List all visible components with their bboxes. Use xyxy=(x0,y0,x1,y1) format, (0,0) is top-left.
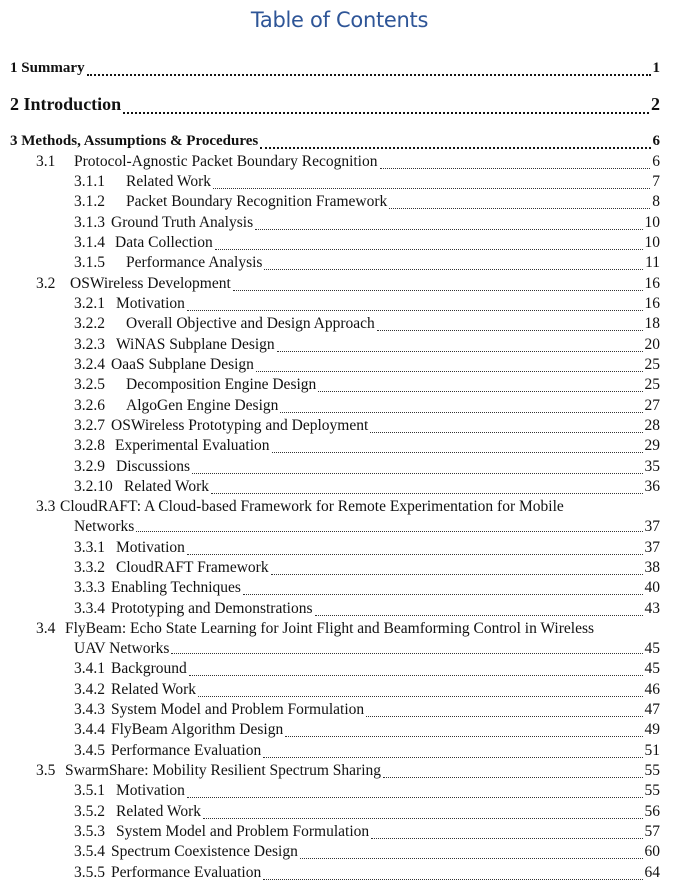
entry-number: 3.5 xyxy=(36,762,56,779)
entry-page: 29 xyxy=(644,437,660,454)
dot-leader xyxy=(203,818,643,819)
entry-label: Prototyping and Demonstrations xyxy=(111,600,313,617)
entry-page: 55 xyxy=(644,762,660,779)
entry-label: Overall Objective and Design Approach xyxy=(126,315,375,332)
dot-leader xyxy=(213,188,650,189)
dot-leader xyxy=(263,879,642,880)
entry-label: Related Work xyxy=(116,803,201,820)
entry-number: 3.2.5 xyxy=(74,376,105,393)
dot-leader xyxy=(243,594,643,595)
dot-leader xyxy=(123,112,649,114)
entry-number: 3.3.1 xyxy=(74,539,105,556)
dot-leader xyxy=(366,716,642,717)
entry-number: 3.1.5 xyxy=(74,254,105,271)
dot-leader xyxy=(371,838,642,839)
entry-number: 3.1.2 xyxy=(74,193,105,210)
entry-label: Spectrum Coexistence Design xyxy=(111,843,298,860)
entry-label: Related Work xyxy=(126,173,211,190)
dot-leader xyxy=(198,696,643,697)
entry-page: 2 xyxy=(651,94,660,114)
entry-label: Related Work xyxy=(111,681,196,698)
entry-page: 46 xyxy=(644,681,660,698)
dot-leader xyxy=(233,290,643,291)
entry-number: 2 xyxy=(10,94,19,114)
entry-number: 3.3.3 xyxy=(74,579,105,596)
entry-label: Summary xyxy=(21,60,85,76)
entry-label: Enabling Techniques xyxy=(111,579,241,596)
entry-number: 3.4.3 xyxy=(74,701,105,718)
entry-label: Data Collection xyxy=(115,234,213,251)
toc-entry-3-2[interactable] xyxy=(36,275,660,295)
entry-number: 3.5.5 xyxy=(74,864,105,881)
toc-entry-3-2-4[interactable] xyxy=(74,356,660,376)
entry-page: 56 xyxy=(644,803,660,820)
entry-page: 49 xyxy=(644,721,660,738)
toc-entry-3-4[interactable] xyxy=(36,620,660,660)
dot-leader xyxy=(280,412,642,413)
entry-page: 57 xyxy=(644,823,660,840)
toc-entry-3-2-10[interactable] xyxy=(74,478,660,498)
entry-label: OaaS Subplane Design xyxy=(111,356,254,373)
entry-number: 3.2.2 xyxy=(74,315,105,332)
toc-entry-3-3-2[interactable] xyxy=(74,559,660,579)
entry-number: 3.4.4 xyxy=(74,721,105,738)
toc-entry-3-4-1[interactable] xyxy=(74,660,660,680)
entry-label: Performance Evaluation xyxy=(111,864,262,881)
entry-number: 3.2.10 xyxy=(74,478,113,495)
entry-label: Protocol-Agnostic Packet Boundary Recognition xyxy=(74,153,378,170)
entry-number: 3.1 xyxy=(36,153,56,170)
entry-number: 3.4 xyxy=(36,620,56,637)
toc-entry-3-1-1[interactable] xyxy=(74,173,660,193)
entry-label: Experimental Evaluation xyxy=(115,437,270,454)
entry-number: 1 xyxy=(10,60,18,76)
entry-number: 3.1.4 xyxy=(74,234,105,251)
entry-label: Discussions xyxy=(116,458,191,475)
entry-page: 40 xyxy=(644,579,660,596)
entry-page: 37 xyxy=(644,539,660,556)
entry-page: 45 xyxy=(644,640,660,657)
dot-leader xyxy=(263,757,642,758)
entry-number: 3.2.3 xyxy=(74,336,105,353)
toc-entry-3-5-5[interactable] xyxy=(74,864,660,884)
entry-label: OSWireless Development xyxy=(70,275,231,292)
entry-number: 3.4.5 xyxy=(74,742,105,759)
entry-page: 25 xyxy=(644,356,660,373)
entry-page: 20 xyxy=(644,336,660,353)
entry-label: Background xyxy=(111,660,187,677)
toc-entry-3-4-2[interactable] xyxy=(74,681,660,701)
entry-page: 7 xyxy=(652,173,660,190)
entry-page: 55 xyxy=(644,782,660,799)
dot-leader xyxy=(136,531,642,532)
dot-leader xyxy=(192,473,642,474)
entry-number: 3.3.2 xyxy=(74,559,105,576)
entry-page: 60 xyxy=(644,843,660,860)
dot-leader xyxy=(318,391,642,392)
entry-page: 43 xyxy=(644,600,660,617)
entry-label: Ground Truth Analysis xyxy=(111,214,254,231)
entry-page: 35 xyxy=(644,458,660,475)
entry-page: 28 xyxy=(644,417,660,434)
entry-number: 3.5.2 xyxy=(74,803,105,820)
entry-number: 3.2.9 xyxy=(74,458,105,475)
entry-label: Motivation xyxy=(116,539,185,556)
entry-page: 16 xyxy=(644,275,660,292)
entry-page: 1 xyxy=(652,60,660,76)
entry-label: Packet Boundary Recognition Framework xyxy=(126,193,388,210)
toc-entry-3-5-4[interactable] xyxy=(74,843,660,863)
dot-leader xyxy=(285,736,642,737)
entry-page: 27 xyxy=(644,397,660,414)
entry-label: Methods, Assumptions & Procedures xyxy=(21,133,259,149)
entry-label: CloudRAFT Framework xyxy=(116,559,269,576)
entry-page: 10 xyxy=(644,214,660,231)
entry-number: 3 xyxy=(10,133,18,149)
entry-page: 6 xyxy=(652,153,660,170)
toc-entry-3-4-3[interactable] xyxy=(74,701,660,721)
dot-leader xyxy=(171,653,642,654)
entry-label-continued: Networks xyxy=(74,518,135,535)
entry-page: 47 xyxy=(644,701,660,718)
toc-entry-introduction[interactable] xyxy=(10,94,660,118)
entry-page: 25 xyxy=(644,376,660,393)
entry-page: 11 xyxy=(645,254,660,271)
entry-number: 3.2.1 xyxy=(74,295,105,312)
toc-entry-3-1-4[interactable] xyxy=(74,234,660,254)
entry-label: Related Work xyxy=(124,478,209,495)
toc-entry-3-4-4[interactable] xyxy=(74,721,660,741)
entry-label: Motivation xyxy=(116,782,185,799)
entry-number: 3.4.1 xyxy=(74,660,105,677)
dot-leader xyxy=(264,269,643,270)
dot-leader xyxy=(215,249,643,250)
dot-leader xyxy=(271,574,643,575)
entry-page: 37 xyxy=(644,518,660,535)
entry-label: CloudRAFT: A Cloud-based Framework for Remote Experimentation for Mobile xyxy=(60,498,564,515)
dot-leader xyxy=(255,229,642,230)
toc-entry-summary[interactable] xyxy=(10,60,660,80)
entry-number: 3.2.6 xyxy=(74,397,105,414)
dot-leader xyxy=(187,310,643,311)
toc-entry-3-2-1[interactable] xyxy=(74,295,660,315)
entry-label: System Model and Problem Formulation xyxy=(111,701,365,718)
entry-page: 18 xyxy=(644,315,660,332)
entry-label: Introduction xyxy=(23,94,122,114)
entry-label-continued: UAV Networks xyxy=(74,640,170,657)
entry-page: 8 xyxy=(652,193,660,210)
entry-label: WiNAS Subplane Design xyxy=(116,336,275,353)
entry-number: 3.2 xyxy=(36,275,56,292)
dot-leader xyxy=(87,74,651,76)
toc-entry-3-2-5[interactable] xyxy=(74,376,660,396)
toc-title: Table of Contents xyxy=(250,8,429,32)
dot-leader xyxy=(189,675,643,676)
toc-entry-methods[interactable] xyxy=(10,133,660,153)
entry-page: 45 xyxy=(644,660,660,677)
entry-label: Performance Analysis xyxy=(126,254,263,271)
entry-page: 36 xyxy=(644,478,660,495)
toc-entry-3-1-5[interactable] xyxy=(74,254,660,274)
entry-page: 16 xyxy=(644,295,660,312)
toc-entry-3-1-3[interactable] xyxy=(74,214,660,234)
toc-entry-3-2-6[interactable] xyxy=(74,397,660,417)
toc-entry-3-3-4[interactable] xyxy=(74,600,660,620)
toc-entry-3-3-1[interactable] xyxy=(74,539,660,559)
entry-label: FlyBeam Algorithm Design xyxy=(111,721,284,738)
dot-leader xyxy=(377,330,643,331)
entry-number: 3.1.1 xyxy=(74,173,105,190)
entry-page: 6 xyxy=(652,133,660,149)
dot-leader xyxy=(260,147,650,149)
entry-label: AlgoGen Engine Design xyxy=(126,397,279,414)
dot-leader xyxy=(187,554,643,555)
entry-page: 10 xyxy=(644,234,660,251)
dot-leader xyxy=(256,371,643,372)
entry-label: Motivation xyxy=(116,295,185,312)
entry-number: 3.2.4 xyxy=(74,356,105,373)
dot-leader xyxy=(380,168,651,169)
entry-label: FlyBeam: Echo State Learning for Joint Flight and Beamforming Control in Wireless xyxy=(65,620,595,637)
dot-leader xyxy=(187,797,643,798)
entry-number: 3.2.8 xyxy=(74,437,105,454)
entry-number: 3.3.4 xyxy=(74,600,105,617)
entry-number: 3.5.1 xyxy=(74,782,105,799)
entry-number: 3.2.7 xyxy=(74,417,105,434)
dot-leader xyxy=(389,208,650,209)
toc-entry-3-3[interactable] xyxy=(36,498,660,538)
entry-page: 38 xyxy=(644,559,660,576)
dot-leader xyxy=(211,493,643,494)
toc-entry-3-3-3[interactable] xyxy=(74,579,660,599)
toc-entry-3-2-8[interactable] xyxy=(74,437,660,457)
entry-number: 3.1.3 xyxy=(74,214,105,231)
dot-leader xyxy=(277,351,643,352)
toc-entry-3-2-3[interactable] xyxy=(74,336,660,356)
entry-label: Performance Evaluation xyxy=(111,742,262,759)
toc-entry-3-5-1[interactable] xyxy=(74,782,660,802)
entry-number: 3.4.2 xyxy=(74,681,105,698)
entry-label: OSWireless Prototyping and Deployment xyxy=(111,417,369,434)
dot-leader xyxy=(370,432,642,433)
dot-leader xyxy=(300,858,643,859)
entry-label: System Model and Problem Formulation xyxy=(116,823,370,840)
entry-number: 3.5.3 xyxy=(74,823,105,840)
toc-entry-3-1-2[interactable] xyxy=(74,193,660,213)
entry-page: 64 xyxy=(644,864,660,881)
toc-entry-3-2-9[interactable] xyxy=(74,458,660,478)
entry-number: 3.5.4 xyxy=(74,843,105,860)
toc-entry-3-4-5[interactable] xyxy=(74,742,660,762)
dot-leader xyxy=(315,615,643,616)
toc-entry-3-5-3[interactable] xyxy=(74,823,660,843)
entry-number: 3.3 xyxy=(36,498,56,515)
entry-page: 51 xyxy=(644,742,660,759)
dot-leader xyxy=(272,452,643,453)
toc-entry-3-2-7[interactable] xyxy=(74,417,660,437)
toc-entry-3-5-2[interactable] xyxy=(74,803,660,823)
toc-entry-3-2-2[interactable] xyxy=(74,315,660,335)
dot-leader xyxy=(383,777,643,778)
entry-label: SwarmShare: Mobility Resilient Spectrum Sharing xyxy=(65,762,381,779)
entry-label: Decomposition Engine Design xyxy=(126,376,317,393)
toc-entry-3-1[interactable] xyxy=(36,153,660,173)
toc-entry-3-5[interactable] xyxy=(36,762,660,782)
